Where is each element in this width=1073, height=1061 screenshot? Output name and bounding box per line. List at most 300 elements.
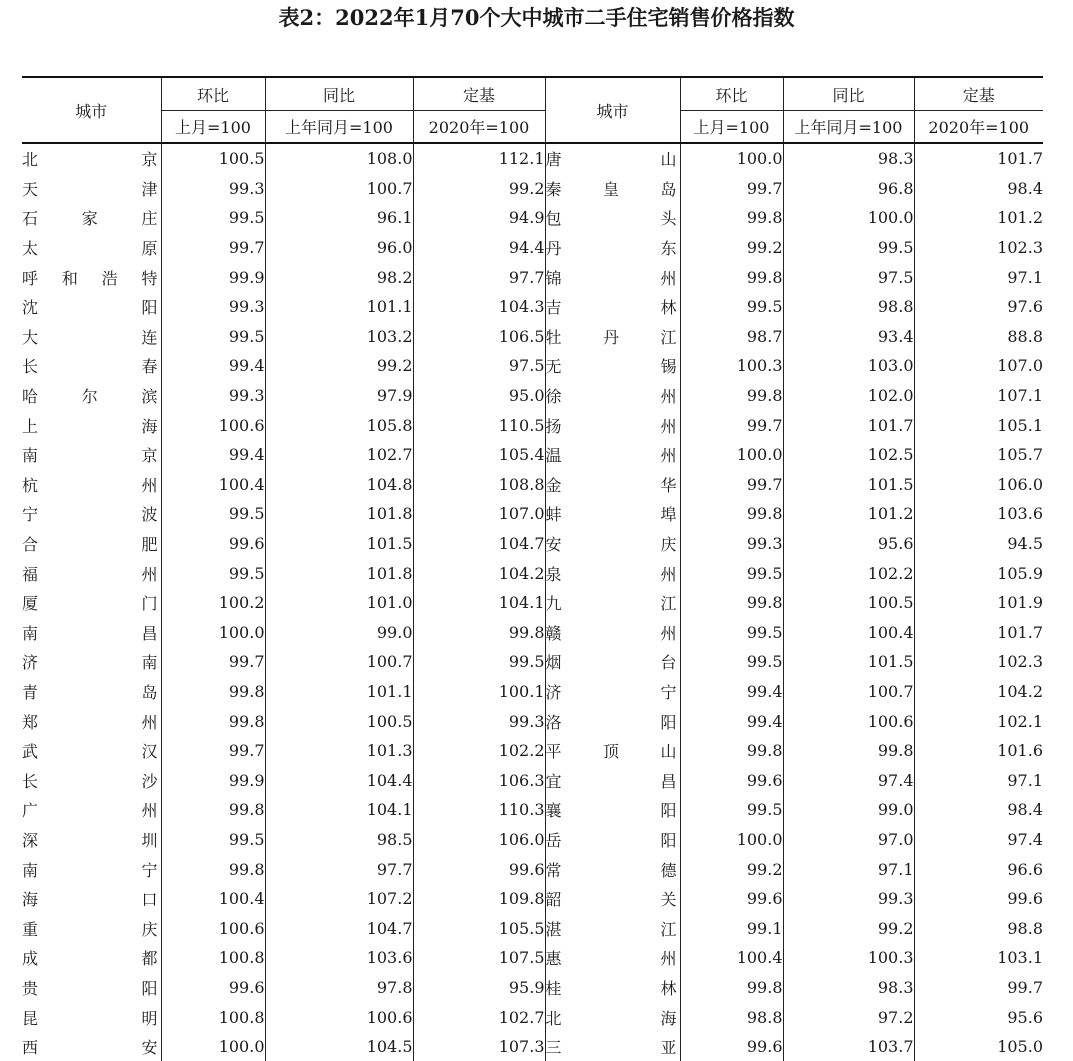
city-name-right: [545, 913, 680, 943]
mom-value-left: 99.5: [161, 322, 265, 352]
city-name-left: [22, 203, 161, 233]
yoy-value-right: 101.7: [783, 410, 914, 440]
base-value-left: 110.5: [413, 410, 545, 440]
header-yoy-left: 同比: [265, 77, 413, 111]
mom-value-right: 99.7: [680, 174, 783, 204]
base-value-right: 105.1: [914, 410, 1043, 440]
city-label: 三亚: [545, 1038, 680, 1058]
header-mom-base-right: 上月=100: [680, 111, 783, 144]
city-label: 徐州: [545, 387, 680, 407]
yoy-value-left: 104.1: [265, 795, 413, 825]
city-label: 吉林: [545, 298, 680, 318]
base-value-right: 102.3: [914, 233, 1043, 263]
yoy-value-left: 98.2: [265, 262, 413, 292]
mom-value-right: 99.8: [680, 262, 783, 292]
city-name-left: [22, 292, 161, 322]
base-value-right: 97.1: [914, 262, 1043, 292]
mom-value-right: 100.0: [680, 440, 783, 470]
yoy-value-right: 96.8: [783, 174, 914, 204]
base-value-right: 101.7: [914, 618, 1043, 648]
base-value-right: 102.3: [914, 647, 1043, 677]
yoy-value-left: 101.1: [265, 292, 413, 322]
table-row: [22, 795, 1043, 825]
mom-value-right: 98.7: [680, 322, 783, 352]
table-row: [22, 677, 1043, 707]
yoy-value-right: 97.5: [783, 262, 914, 292]
yoy-value-right: 97.4: [783, 765, 914, 795]
mom-value-right: 99.5: [680, 618, 783, 648]
yoy-value-right: 99.5: [783, 233, 914, 263]
city-name-left: [22, 174, 161, 204]
base-value-left: 97.7: [413, 262, 545, 292]
city-label: 九江: [545, 594, 680, 614]
yoy-value-left: 97.9: [265, 381, 413, 411]
mom-value-left: 99.8: [161, 677, 265, 707]
yoy-value-left: 101.5: [265, 529, 413, 559]
base-value-left: 104.1: [413, 588, 545, 618]
yoy-value-left: 101.8: [265, 558, 413, 588]
mom-value-left: 99.8: [161, 854, 265, 884]
yoy-value-left: 97.8: [265, 973, 413, 1003]
mom-value-right: 99.5: [680, 558, 783, 588]
base-value-left: 104.3: [413, 292, 545, 322]
mom-value-left: 100.2: [161, 588, 265, 618]
base-value-left: 102.2: [413, 736, 545, 766]
table-row: [22, 292, 1043, 322]
mom-value-left: 99.5: [161, 558, 265, 588]
city-name-right: [545, 351, 680, 381]
table-row: [22, 618, 1043, 648]
city-name-left: [22, 854, 161, 884]
yoy-value-right: 100.3: [783, 943, 914, 973]
city-name-left: [22, 529, 161, 559]
base-value-right: 101.2: [914, 203, 1043, 233]
city-label: 襄阳: [545, 801, 680, 821]
yoy-value-left: 100.7: [265, 647, 413, 677]
mom-value-left: 100.0: [161, 1032, 265, 1061]
mom-value-left: 99.8: [161, 795, 265, 825]
base-value-right: 104.2: [914, 677, 1043, 707]
city-label: 昆明: [22, 1008, 161, 1028]
city-name-left: [22, 410, 161, 440]
city-name-left: [22, 973, 161, 1003]
city-name-left: [22, 618, 161, 648]
city-name-right: [545, 854, 680, 884]
city-name-left: [22, 943, 161, 973]
base-value-right: 97.1: [914, 765, 1043, 795]
mom-value-right: 98.8: [680, 1002, 783, 1032]
yoy-value-left: 104.4: [265, 765, 413, 795]
city-label: 岳阳: [545, 830, 680, 850]
header-mom-base-left: 上月=100: [161, 111, 265, 144]
mom-value-left: 99.5: [161, 499, 265, 529]
base-value-right: 101.6: [914, 736, 1043, 766]
base-value-left: 99.6: [413, 854, 545, 884]
base-value-right: 103.6: [914, 499, 1043, 529]
city-name-right: [545, 233, 680, 263]
city-label: 广州: [22, 801, 161, 821]
header-base-right: 定基: [914, 77, 1043, 111]
header-city-left: 城市: [75, 101, 108, 121]
yoy-value-left: 101.0: [265, 588, 413, 618]
city-label: 湛江: [545, 919, 680, 939]
base-value-left: 99.3: [413, 706, 545, 736]
base-value-left: 95.0: [413, 381, 545, 411]
base-value-left: 107.3: [413, 1032, 545, 1061]
yoy-value-right: 98.3: [783, 973, 914, 1003]
yoy-value-left: 100.5: [265, 706, 413, 736]
table-row: [22, 706, 1043, 736]
city-name-right: [545, 529, 680, 559]
table-row: [22, 351, 1043, 381]
city-name-right: [545, 647, 680, 677]
city-name-right: [545, 292, 680, 322]
mom-value-right: 99.8: [680, 736, 783, 766]
table-row: [22, 854, 1043, 884]
header-yoy-right: 同比: [783, 77, 914, 111]
city-label: 惠州: [545, 949, 680, 969]
table-row: [22, 943, 1043, 973]
city-name-left: [22, 913, 161, 943]
yoy-value-right: 93.4: [783, 322, 914, 352]
yoy-value-left: 103.6: [265, 943, 413, 973]
mom-value-left: 100.0: [161, 618, 265, 648]
city-label: 秦皇岛: [545, 179, 680, 199]
city-name-left: [22, 381, 161, 411]
table-row: [22, 174, 1043, 204]
city-label: 呼和浩特: [22, 268, 161, 288]
city-name-right: [545, 322, 680, 352]
mom-value-left: 99.7: [161, 736, 265, 766]
base-value-right: 105.7: [914, 440, 1043, 470]
city-label: 长春: [22, 357, 161, 377]
yoy-value-left: 103.2: [265, 322, 413, 352]
base-value-left: 102.7: [413, 1002, 545, 1032]
city-label: 福州: [22, 564, 161, 584]
city-label: 哈尔滨: [22, 387, 161, 407]
base-value-left: 94.9: [413, 203, 545, 233]
city-label: 洛阳: [545, 712, 680, 732]
city-name-right: [545, 1032, 680, 1061]
yoy-value-right: 99.8: [783, 736, 914, 766]
city-name-left: [22, 706, 161, 736]
city-label: 贵阳: [22, 978, 161, 998]
city-label: 平顶山: [545, 742, 680, 762]
base-value-right: 99.7: [914, 973, 1043, 1003]
city-name-right: [545, 174, 680, 204]
mom-value-left: 99.3: [161, 174, 265, 204]
mom-value-right: 99.6: [680, 765, 783, 795]
yoy-value-left: 101.3: [265, 736, 413, 766]
city-name-left: [22, 736, 161, 766]
yoy-value-left: 104.8: [265, 470, 413, 500]
mom-value-left: 99.4: [161, 440, 265, 470]
mom-value-left: 99.6: [161, 973, 265, 1003]
city-label: 重庆: [22, 919, 161, 939]
mom-value-left: 99.5: [161, 203, 265, 233]
city-label: 烟台: [545, 653, 680, 673]
base-value-left: 97.5: [413, 351, 545, 381]
base-value-right: 101.9: [914, 588, 1043, 618]
base-value-right: 88.8: [914, 322, 1043, 352]
yoy-value-right: 102.5: [783, 440, 914, 470]
mom-value-right: 99.6: [680, 1032, 783, 1061]
mom-value-right: 99.8: [680, 499, 783, 529]
table-row: [22, 765, 1043, 795]
base-value-left: 105.5: [413, 913, 545, 943]
city-label: 温州: [545, 446, 680, 466]
city-label: 上海: [22, 416, 161, 436]
mom-value-left: 99.3: [161, 292, 265, 322]
mom-value-right: 99.2: [680, 854, 783, 884]
city-name-left: [22, 825, 161, 855]
city-name-left: [22, 470, 161, 500]
base-value-right: 101.7: [914, 143, 1043, 174]
base-value-left: 99.5: [413, 647, 545, 677]
table-body: [22, 143, 1043, 1061]
mom-value-left: 99.4: [161, 351, 265, 381]
yoy-value-left: 108.0: [265, 143, 413, 174]
base-value-right: 96.6: [914, 854, 1043, 884]
city-label: 厦门: [22, 594, 161, 614]
table-row: [22, 529, 1043, 559]
city-label: 金华: [545, 475, 680, 495]
mom-value-left: 100.4: [161, 884, 265, 914]
city-label: 成都: [22, 949, 161, 969]
city-name-left: [22, 558, 161, 588]
mom-value-left: 100.4: [161, 470, 265, 500]
mom-value-right: 99.4: [680, 677, 783, 707]
table-row: [22, 558, 1043, 588]
yoy-value-left: 99.2: [265, 351, 413, 381]
base-value-left: 110.3: [413, 795, 545, 825]
city-label: 青岛: [22, 682, 161, 702]
yoy-value-right: 100.0: [783, 203, 914, 233]
city-label: 扬州: [545, 416, 680, 436]
table-row: [22, 143, 1043, 174]
yoy-value-right: 100.7: [783, 677, 914, 707]
yoy-value-right: 99.2: [783, 913, 914, 943]
yoy-value-right: 99.0: [783, 795, 914, 825]
base-value-right: 107.0: [914, 351, 1043, 381]
base-value-left: 94.4: [413, 233, 545, 263]
yoy-value-right: 97.1: [783, 854, 914, 884]
city-name-right: [545, 795, 680, 825]
city-label: 杭州: [22, 475, 161, 495]
yoy-value-right: 101.5: [783, 470, 914, 500]
yoy-value-left: 96.1: [265, 203, 413, 233]
mom-value-left: 99.6: [161, 529, 265, 559]
yoy-value-right: 102.0: [783, 381, 914, 411]
mom-value-right: 100.0: [680, 825, 783, 855]
table-row: [22, 233, 1043, 263]
mom-value-right: 99.3: [680, 529, 783, 559]
base-value-right: 99.6: [914, 884, 1043, 914]
base-value-left: 108.8: [413, 470, 545, 500]
yoy-value-right: 102.2: [783, 558, 914, 588]
mom-value-left: 100.8: [161, 1002, 265, 1032]
base-value-left: 109.8: [413, 884, 545, 914]
yoy-value-right: 95.6: [783, 529, 914, 559]
city-label: 南京: [22, 446, 161, 466]
city-label: 包头: [545, 209, 680, 229]
city-label: 安庆: [545, 535, 680, 555]
city-label: 北海: [545, 1008, 680, 1028]
mom-value-right: 100.4: [680, 943, 783, 973]
mom-value-left: 99.8: [161, 706, 265, 736]
table-row: [22, 736, 1043, 766]
city-label: 蚌埠: [545, 505, 680, 525]
mom-value-left: 99.9: [161, 262, 265, 292]
city-label: 泉州: [545, 564, 680, 584]
base-value-right: 105.0: [914, 1032, 1043, 1061]
city-label: 赣州: [545, 623, 680, 643]
city-name-right: [545, 203, 680, 233]
city-name-right: [545, 262, 680, 292]
city-name-left: [22, 1002, 161, 1032]
yoy-value-left: 100.6: [265, 1002, 413, 1032]
table-title: 表2：2022年1月70个大中城市二手住宅销售价格指数: [278, 5, 795, 30]
yoy-value-right: 98.3: [783, 143, 914, 174]
city-name-left: [22, 1032, 161, 1061]
city-name-left: [22, 440, 161, 470]
city-label: 宁波: [22, 505, 161, 525]
city-label: 韶关: [545, 890, 680, 910]
table-row: [22, 1002, 1043, 1032]
table-row: [22, 913, 1043, 943]
city-label: 沈阳: [22, 298, 161, 318]
table-row: [22, 647, 1043, 677]
mom-value-left: 99.7: [161, 647, 265, 677]
base-value-right: 94.5: [914, 529, 1043, 559]
base-value-right: 102.1: [914, 706, 1043, 736]
table-row: [22, 588, 1043, 618]
city-name-right: [545, 558, 680, 588]
yoy-value-left: 105.8: [265, 410, 413, 440]
table-row: [22, 973, 1043, 1003]
city-label: 北京: [22, 150, 161, 170]
city-name-left: [22, 262, 161, 292]
city-label: 南昌: [22, 623, 161, 643]
yoy-value-right: 97.0: [783, 825, 914, 855]
city-label: 郑州: [22, 712, 161, 732]
mom-value-right: 99.6: [680, 884, 783, 914]
city-label: 济南: [22, 653, 161, 673]
yoy-value-left: 101.1: [265, 677, 413, 707]
city-label: 深圳: [22, 830, 161, 850]
mom-value-right: 99.7: [680, 410, 783, 440]
table-row: [22, 470, 1043, 500]
base-value-left: 106.5: [413, 322, 545, 352]
yoy-value-left: 101.8: [265, 499, 413, 529]
city-label: 无锡: [545, 357, 680, 377]
mom-value-left: 99.7: [161, 233, 265, 263]
city-name-left: [22, 677, 161, 707]
table-row: [22, 381, 1043, 411]
base-value-right: 98.8: [914, 913, 1043, 943]
yoy-value-right: 100.4: [783, 618, 914, 648]
table-row: [22, 262, 1043, 292]
city-label: 天津: [22, 179, 161, 199]
yoy-value-right: 100.6: [783, 706, 914, 736]
yoy-value-left: 99.0: [265, 618, 413, 648]
city-label: 唐山: [545, 150, 680, 170]
mom-value-left: 100.6: [161, 410, 265, 440]
city-label: 石家庄: [22, 209, 161, 229]
base-value-left: 107.5: [413, 943, 545, 973]
city-name-right: [545, 677, 680, 707]
yoy-value-right: 101.5: [783, 647, 914, 677]
mom-value-left: 99.9: [161, 765, 265, 795]
city-name-right: [545, 618, 680, 648]
city-label: 丹东: [545, 239, 680, 259]
city-name-right: [545, 143, 680, 174]
mom-value-left: 99.5: [161, 825, 265, 855]
yoy-value-left: 98.5: [265, 825, 413, 855]
header-fixed-base-right: 2020年=100: [914, 111, 1043, 144]
city-label: 济宁: [545, 682, 680, 702]
city-name-right: [545, 884, 680, 914]
mom-value-right: 99.8: [680, 203, 783, 233]
base-value-right: 106.0: [914, 470, 1043, 500]
city-name-left: [22, 233, 161, 263]
mom-value-right: 100.0: [680, 143, 783, 174]
base-value-left: 106.3: [413, 765, 545, 795]
header-base-left: 定基: [413, 77, 545, 111]
yoy-value-right: 103.0: [783, 351, 914, 381]
base-value-right: 98.4: [914, 795, 1043, 825]
header-fixed-base-left: 2020年=100: [413, 111, 545, 144]
yoy-value-left: 104.7: [265, 913, 413, 943]
yoy-value-left: 104.5: [265, 1032, 413, 1061]
yoy-value-left: 102.7: [265, 440, 413, 470]
header-yoy-base-right: 上年同月=100: [783, 111, 914, 144]
mom-value-right: 99.5: [680, 795, 783, 825]
base-value-left: 104.2: [413, 558, 545, 588]
table-row: [22, 410, 1043, 440]
city-name-left: [22, 322, 161, 352]
city-name-left: [22, 647, 161, 677]
table-row: [22, 1032, 1043, 1061]
base-value-right: 103.1: [914, 943, 1043, 973]
mom-value-right: 99.8: [680, 381, 783, 411]
city-name-right: [545, 470, 680, 500]
table-row: [22, 825, 1043, 855]
mom-value-right: 99.5: [680, 647, 783, 677]
yoy-value-left: 97.7: [265, 854, 413, 884]
city-label: 常德: [545, 860, 680, 880]
mom-value-right: 99.4: [680, 706, 783, 736]
yoy-value-right: 100.5: [783, 588, 914, 618]
price-index-table: [22, 76, 1043, 1061]
yoy-value-left: 107.2: [265, 884, 413, 914]
city-label: 西安: [22, 1038, 161, 1058]
header-city-right: 城市: [545, 77, 680, 143]
table-row: [22, 499, 1043, 529]
city-name-right: [545, 499, 680, 529]
yoy-value-right: 101.2: [783, 499, 914, 529]
mom-value-left: 100.6: [161, 913, 265, 943]
yoy-value-right: 99.3: [783, 884, 914, 914]
base-value-right: 107.1: [914, 381, 1043, 411]
yoy-value-left: 100.7: [265, 174, 413, 204]
city-name-right: [545, 1002, 680, 1032]
city-name-left: [22, 795, 161, 825]
base-value-right: 97.4: [914, 825, 1043, 855]
base-value-left: 95.9: [413, 973, 545, 1003]
city-label: 锦州: [545, 268, 680, 288]
base-value-left: 99.2: [413, 174, 545, 204]
